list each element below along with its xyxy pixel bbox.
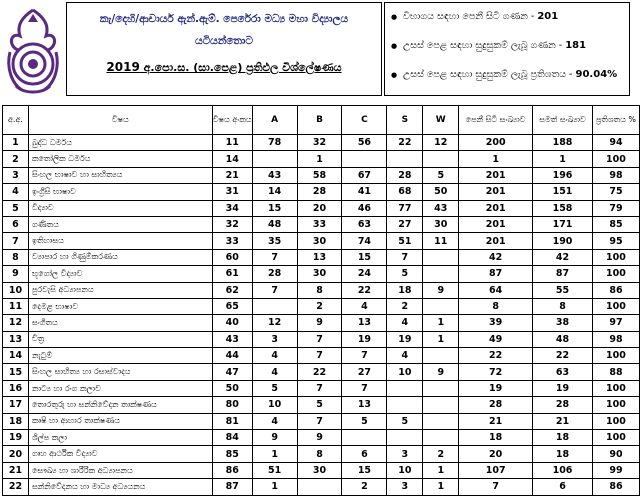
subject-name: ගෘහ ආර්ථික විද්‍යාව [28,446,212,462]
subject-name: කතෝලික ධර්මය [28,151,212,167]
subject-name: ඉතිහාසය [28,233,212,249]
pass-percentage: 100 [592,266,639,282]
subject-code: 40 [212,315,252,331]
passed-count: 188 [533,135,593,151]
subject-code: 81 [212,413,252,429]
grade-a-count: 1 [252,446,297,462]
row-index: 13 [3,331,29,347]
pass-percentage: 99 [592,462,639,478]
grade-b-count: 28 [297,184,342,200]
subject-name: ශිල්ප කලා [28,430,212,446]
grade-s-count: 7 [387,249,423,265]
passed-count: 48 [533,331,593,347]
grade-b-count: 30 [297,266,342,282]
subject-code: 47 [212,364,252,380]
subject-name: තොරතුරු හා සන්නිවේදන තාක්ෂණය [28,397,212,413]
grade-s-count: 5 [387,413,423,429]
grade-b-count: 8 [297,282,342,298]
pass-percentage: 100 [592,151,639,167]
table-row [3,479,640,495]
col-header-subject: විෂය [28,106,212,135]
grade-a-count: 4 [252,413,297,429]
grade-s-count: 10 [387,462,423,478]
pass-percentage: 95 [592,233,639,249]
pass-percentage: 94 [592,135,639,151]
school-title-box [66,2,382,96]
grade-b-count: 7 [297,380,342,396]
table-row [3,380,640,396]
row-index: 22 [3,479,29,495]
grade-s-count: 27 [387,216,423,232]
grade-w-count: 43 [423,200,459,216]
sat-count: 8 [459,298,533,314]
grade-c-count [342,151,387,167]
grade-s-count: 77 [387,200,423,216]
grade-s-count: 4 [387,315,423,331]
grade-w-count: 5 [423,167,459,183]
grade-s-count: 3 [387,479,423,495]
pass-percentage: 86 [592,282,639,298]
grade-c-count: 6 [342,446,387,462]
grade-a-count [252,298,297,314]
grade-a-count: 1 [252,479,297,495]
subject-code: 87 [212,479,252,495]
subject-name: භූගෝල විද්‍යාව [28,266,212,282]
school-location: යටියන්තොට [195,35,253,47]
grade-a-count: 7 [252,249,297,265]
grade-a-count: 4 [252,364,297,380]
grade-w-count: 9 [423,282,459,298]
grade-s-count: 51 [387,233,423,249]
grade-s-count: 5 [387,266,423,282]
subject-code: 33 [212,233,252,249]
grade-a-count: 4 [252,348,297,364]
sat-count: 18 [459,430,533,446]
grade-a-count: 12 [252,315,297,331]
grade-c-count: 13 [342,315,387,331]
pass-percentage: 90 [592,446,639,462]
sat-count: 49 [459,331,533,347]
grade-c-count: 67 [342,167,387,183]
pass-percentage: 98 [592,167,639,183]
sat-count: 1 [459,151,533,167]
passed-count: 190 [533,233,593,249]
grade-a-count: 48 [252,216,297,232]
grade-c-count: 19 [342,331,387,347]
grade-s-count: 22 [387,135,423,151]
grade-a-count: 35 [252,233,297,249]
stat-qualified-percentage [403,65,629,94]
row-index: 14 [3,348,29,364]
row-index: 8 [3,249,29,265]
subject-code: 50 [212,380,252,396]
grade-b-count: 7 [297,413,342,429]
passed-count: 63 [533,364,593,380]
subject-name: නාට්‍ය හා රංග කලාව [28,380,212,396]
results-table [2,105,640,496]
subject-name: සිංහල භාෂාව හා සාහිත්‍යය [28,167,212,183]
table-row [3,462,640,478]
pass-percentage: 86 [592,479,639,495]
grade-s-count: 18 [387,282,423,298]
subject-code: 62 [212,282,252,298]
subject-code: 14 [212,151,252,167]
table-body [3,135,640,496]
row-index: 3 [3,167,29,183]
grade-c-count: 24 [342,266,387,282]
sat-count: 201 [459,216,533,232]
pass-percentage: 100 [592,380,639,396]
grade-b-count: 2 [297,298,342,314]
subject-code: 44 [212,348,252,364]
grade-s-count [387,380,423,396]
grade-s-count [387,430,423,446]
grade-s-count [387,151,423,167]
col-header-passed: සමත් සංඛ්‍යාව [533,106,593,135]
grade-b-count: 58 [297,167,342,183]
grade-c-count: 4 [342,298,387,314]
passed-count: 28 [533,397,593,413]
passed-count: 6 [533,479,593,495]
grade-s-count: 19 [387,331,423,347]
grade-w-count [423,413,459,429]
grade-w-count: 12 [423,135,459,151]
grade-s-count: 2 [387,298,423,314]
subject-name: ගණිතය [28,216,212,232]
grade-c-count: 7 [342,348,387,364]
passed-count: 18 [533,430,593,446]
grade-w-count [423,430,459,446]
row-index: 15 [3,364,29,380]
stat-qualified-count [403,36,629,65]
table-row [3,266,640,282]
passed-count: 196 [533,167,593,183]
row-index: 6 [3,216,29,232]
subject-name: දෙමළ භාෂාව [28,298,212,314]
grade-b-count: 33 [297,216,342,232]
grade-b-count: 7 [297,331,342,347]
table-row [3,413,640,429]
pass-percentage: 85 [592,216,639,232]
row-index: 11 [3,298,29,314]
col-header-sat: පෙනී සිටි සංඛ්‍යාව [459,106,533,135]
subject-code: 84 [212,430,252,446]
grade-b-count: 9 [297,430,342,446]
col-header-a: A [252,106,297,135]
table-row [3,184,640,200]
row-index: 2 [3,151,29,167]
sat-count: 20 [459,446,533,462]
grade-a-count: 9 [252,430,297,446]
sat-count: 7 [459,479,533,495]
grade-w-count [423,151,459,167]
pass-percentage: 100 [592,413,639,429]
grade-c-count: 63 [342,216,387,232]
stat-value: 181 [565,40,587,51]
subject-code: 80 [212,397,252,413]
grade-a-count: 28 [252,266,297,282]
subject-code: 32 [212,216,252,232]
row-index: 12 [3,315,29,331]
row-index: 1 [3,135,29,151]
row-index: 17 [3,397,29,413]
row-index: 18 [3,413,29,429]
pass-percentage: 75 [592,184,639,200]
subject-name: සන්නිවේදනය හා මාධ්‍ය අධ්‍යයනය [28,479,212,495]
grade-w-count: 1 [423,331,459,347]
row-index: 5 [3,200,29,216]
subject-code: 60 [212,249,252,265]
subject-name: සංගීතය [28,315,212,331]
pass-percentage: 100 [592,430,639,446]
school-name: කැ/දෙහි/ආචාර්ය ඇන්.ඇම්. පෙරේරා මධ්‍ය මහා විද්‍යාලය [99,13,349,25]
stat-label: උසස් පෙළ සඳහා සුදුසුකම් ලැබූ ගණන - [403,40,566,51]
pass-percentage: 100 [592,249,639,265]
sat-count: 42 [459,249,533,265]
sat-count: 72 [459,364,533,380]
row-index: 10 [3,282,29,298]
grade-w-count [423,298,459,314]
sat-count: 19 [459,380,533,396]
grade-c-count: 2 [342,479,387,495]
analysis-title [67,59,381,76]
grade-c-count: 27 [342,364,387,380]
table-row [3,135,640,151]
table-row [3,216,640,232]
sat-count: 87 [459,266,533,282]
col-header-percentage: ප්‍රතිශතය % [592,106,639,135]
passed-count: 22 [533,348,593,364]
grade-w-count: 50 [423,184,459,200]
grade-s-count: 10 [387,364,423,380]
pass-percentage: 100 [592,298,639,314]
col-header-c: C [342,106,387,135]
passed-count: 55 [533,282,593,298]
subject-name: බුද්ධ ධර්මය [28,135,212,151]
table-row [3,249,640,265]
grade-s-count: 68 [387,184,423,200]
grade-w-count: 30 [423,216,459,232]
sat-count: 201 [459,200,533,216]
summary-stats-box [384,2,630,96]
sat-count: 64 [459,282,533,298]
stat-value: 201 [537,11,559,22]
grade-w-count [423,348,459,364]
table-row [3,430,640,446]
table-row [3,200,640,216]
subject-code: 65 [212,298,252,314]
grade-b-count: 22 [297,364,342,380]
table-row [3,397,640,413]
passed-count: 87 [533,266,593,282]
grade-a-count: 78 [252,135,297,151]
grade-b-count: 1 [297,151,342,167]
sat-count: 22 [459,348,533,364]
grade-w-count: 9 [423,364,459,380]
row-index: 21 [3,462,29,478]
subject-name: චිත්‍ර [28,331,212,347]
passed-count: 1 [533,151,593,167]
grade-a-count: 10 [252,397,297,413]
subject-name: සිංහල සාහිත්‍ය හා රසාස්වාදය [28,364,212,380]
grade-c-count: 15 [342,249,387,265]
grade-w-count [423,397,459,413]
school-crest-logo [2,2,64,102]
table-row [3,282,640,298]
grade-w-count: 1 [423,479,459,495]
subject-name: ව්‍යාපාර හා ගිණුම්කරණය [28,249,212,265]
passed-count: 18 [533,446,593,462]
grade-c-count: 56 [342,135,387,151]
analysis-title-text: අ.පො.ස. (සා.පෙළ) ප්‍රතිඵල විශ්ලේෂණය [139,61,342,74]
passed-count: 151 [533,184,593,200]
table-row [3,331,640,347]
grade-b-count: 30 [297,462,342,478]
subject-code: 86 [212,462,252,478]
stat-label: උසස් පෙළ සඳහා සුදුසුකම් ලැබූ ප්‍රතිශතය - [403,69,576,80]
pass-percentage: 98 [592,331,639,347]
subject-code: 43 [212,331,252,347]
grade-b-count: 9 [297,315,342,331]
sat-count: 28 [459,397,533,413]
pass-percentage: 97 [592,315,639,331]
passed-count: 38 [533,315,593,331]
table-row [3,315,640,331]
sat-count: 200 [459,135,533,151]
subject-code: 61 [212,266,252,282]
row-index: 4 [3,184,29,200]
stat-value: 90.04% [575,69,618,80]
grade-c-count: 7 [342,380,387,396]
passed-count: 106 [533,462,593,478]
col-header-index: අ.අ. [3,106,29,135]
sat-count: 201 [459,184,533,200]
table-row [3,348,640,364]
col-header-b: B [297,106,342,135]
subject-code: 34 [212,200,252,216]
grade-c-count: 46 [342,200,387,216]
grade-s-count: 3 [387,446,423,462]
subject-name: පුරවැසි අධ්‍යාපනය [28,282,212,298]
subject-name: විද්‍යාව [28,200,212,216]
grade-b-count [297,479,342,495]
grade-b-count: 30 [297,233,342,249]
row-index: 7 [3,233,29,249]
grade-b-count: 7 [297,348,342,364]
sat-count: 39 [459,315,533,331]
exam-year: 2019 [106,60,140,74]
row-index: 16 [3,380,29,396]
table-row [3,151,640,167]
pass-percentage: 88 [592,364,639,380]
grade-c-count: 22 [342,282,387,298]
pass-percentage: 100 [592,397,639,413]
grade-s-count: 4 [387,348,423,364]
passed-count: 42 [533,249,593,265]
grade-b-count: 32 [297,135,342,151]
table-row [3,446,640,462]
sat-count: 21 [459,413,533,429]
grade-a-count: 51 [252,462,297,478]
grade-s-count [387,397,423,413]
grade-b-count: 8 [297,446,342,462]
grade-c-count: 13 [342,397,387,413]
grade-s-count: 28 [387,167,423,183]
subject-name: සෞඛ්‍ය හා ශාරීරික අධ්‍යාපනය [28,462,212,478]
subject-code: 21 [212,167,252,183]
subject-name: කෘෂි හා ආහාර තාක්ෂණය [28,413,212,429]
grade-b-count: 5 [297,397,342,413]
table-row [3,167,640,183]
grade-c-count: 5 [342,413,387,429]
grade-w-count: 1 [423,315,459,331]
pass-percentage: 100 [592,348,639,364]
pass-percentage: 79 [592,200,639,216]
passed-count: 21 [533,413,593,429]
grade-w-count: 11 [423,233,459,249]
passed-count: 171 [533,216,593,232]
grade-a-count: 15 [252,200,297,216]
grade-w-count [423,380,459,396]
grade-b-count: 20 [297,200,342,216]
stat-sat-count [403,7,629,36]
grade-c-count: 15 [342,462,387,478]
grade-b-count: 13 [297,249,342,265]
grade-a-count: 14 [252,184,297,200]
sat-count: 201 [459,233,533,249]
sat-count: 201 [459,167,533,183]
subject-code: 85 [212,446,252,462]
subject-code: 31 [212,184,252,200]
row-index: 19 [3,430,29,446]
table-row [3,364,640,380]
grade-a-count: 3 [252,331,297,347]
grade-a-count [252,151,297,167]
grade-w-count: 1 [423,462,459,478]
sat-count: 107 [459,462,533,478]
grade-c-count: 74 [342,233,387,249]
subject-name: ඉංග්‍රීසි භාෂාව [28,184,212,200]
passed-count: 158 [533,200,593,216]
col-header-subject-code: විෂය අංකය [212,106,252,135]
table-row [3,298,640,314]
stat-label: විභාගය සඳහා පෙනී සිටි ගණන - [403,11,538,22]
grade-c-count: 41 [342,184,387,200]
grade-a-count: 5 [252,380,297,396]
table-header-row [3,106,640,135]
passed-count: 8 [533,298,593,314]
grade-c-count [342,430,387,446]
col-header-w: W [423,106,459,135]
grade-a-count: 43 [252,167,297,183]
grade-w-count [423,266,459,282]
grade-a-count: 7 [252,282,297,298]
grade-w-count: 2 [423,446,459,462]
subject-code: 11 [212,135,252,151]
row-index: 9 [3,266,29,282]
passed-count: 19 [533,380,593,396]
col-header-s: S [387,106,423,135]
grade-w-count [423,249,459,265]
table-row [3,233,640,249]
subject-name: නැටුම් [28,348,212,364]
row-index: 20 [3,446,29,462]
